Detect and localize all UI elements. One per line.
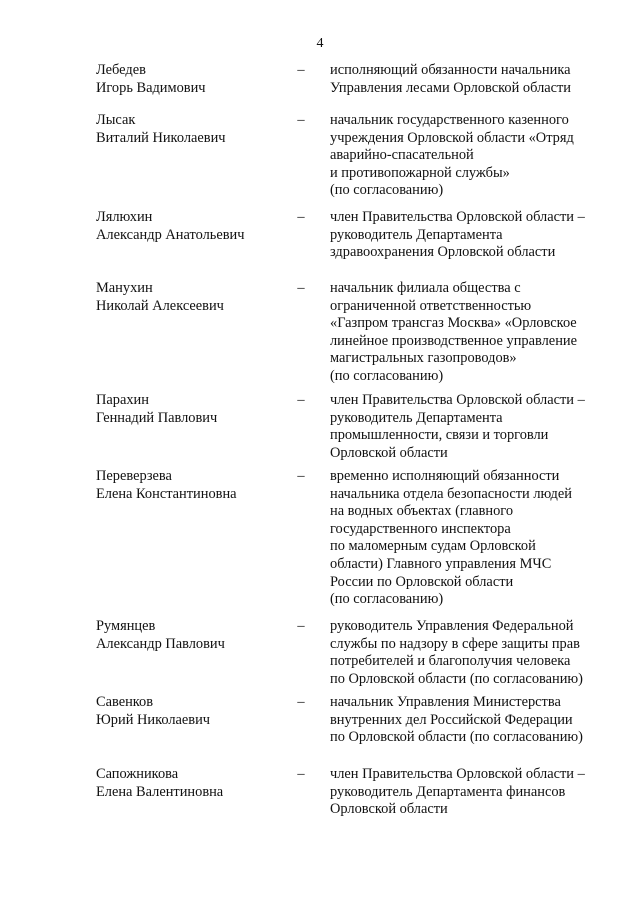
separator-dash: –: [297, 62, 305, 78]
position-line: аварийно-спасательной: [330, 147, 474, 164]
member-name: [96, 112, 286, 147]
member-given-names: Геннадий Павлович: [96, 409, 218, 426]
member-entry: [0, 694, 640, 747]
member-entry: [0, 766, 640, 819]
position-line: руководитель Департамента финансов: [330, 783, 566, 800]
position-line: службы по надзору в сфере защиты прав: [330, 635, 580, 652]
position-line: член Правительства Орловской области –: [330, 392, 585, 408]
member-surname: Савенков: [96, 694, 154, 710]
position-line: начальник филиала общества с: [330, 280, 521, 296]
separator-dash: –: [297, 618, 305, 634]
member-entry: [0, 618, 640, 688]
position-line: России по Орловской области: [330, 573, 514, 590]
member-name: [96, 392, 286, 427]
separator-dash: –: [297, 392, 305, 408]
position-line: области) Главного управления МЧС: [330, 555, 552, 572]
page-number: 4: [316, 36, 324, 51]
position-line: член Правительства Орловской области –: [330, 209, 585, 225]
position-line: по маломерным судам Орловской: [330, 538, 536, 555]
position-line: начальник Управления Министерства: [330, 694, 561, 710]
member-entry: [0, 112, 640, 200]
member-position: [330, 694, 620, 747]
member-entry: [0, 392, 640, 462]
position-line: промышленности, связи и торговли: [330, 427, 549, 444]
member-surname: Лебедев: [96, 62, 146, 78]
position-line: начальник государственного казенного: [330, 112, 569, 128]
position-line: учреждения Орловской области «Отряд: [330, 129, 574, 146]
member-given-names: Елена Константиновна: [96, 485, 237, 502]
member-given-names: Игорь Вадимович: [96, 79, 206, 96]
position-line: внутренних дел Российской Федерации: [330, 711, 573, 728]
position-line: Орловской области: [330, 801, 448, 818]
position-line: исполняющий обязанности начальника: [330, 62, 571, 78]
position-line: линейное производственное управление: [330, 332, 577, 349]
separator-dash: –: [297, 112, 305, 128]
member-entry: [0, 62, 640, 97]
position-line: (по согласованию): [330, 591, 444, 608]
position-line: государственного инспектора: [330, 520, 511, 537]
member-position: [330, 62, 620, 97]
separator-dash: –: [297, 766, 305, 782]
position-line: Орловской области: [330, 444, 448, 461]
member-given-names: Николай Алексеевич: [96, 297, 224, 314]
member-name: [96, 694, 286, 729]
member-entry: [0, 280, 640, 386]
position-line: (по согласованию): [330, 367, 444, 384]
position-line: потребителей и благополучия человека: [330, 653, 571, 670]
position-line: магистральных газопроводов»: [330, 350, 517, 367]
position-line: ограниченной ответственностью: [330, 297, 532, 314]
position-line: временно исполняющий обязанности: [330, 468, 560, 484]
position-line: «Газпром трансгаз Москва» «Орловское: [330, 315, 577, 332]
member-surname: Лялюхин: [96, 209, 153, 225]
position-line: по Орловской области (по согласованию): [330, 670, 583, 687]
member-surname: Лысак: [96, 112, 136, 128]
member-position: [330, 618, 620, 688]
member-surname: Манухин: [96, 280, 153, 296]
member-given-names: Юрий Николаевич: [96, 711, 211, 728]
position-line: начальника отдела безопасности людей: [330, 485, 572, 502]
separator-dash: –: [297, 280, 305, 296]
position-line: на водных объектах (главного: [330, 503, 514, 520]
member-position: [330, 209, 620, 262]
member-position: [330, 112, 620, 200]
member-surname: Переверзева: [96, 468, 172, 484]
position-line: член Правительства Орловской области –: [330, 766, 585, 782]
position-line: руководитель Департамента: [330, 226, 503, 243]
member-name: [96, 209, 286, 244]
member-given-names: Елена Валентиновна: [96, 783, 224, 800]
separator-dash: –: [297, 209, 305, 225]
position-line: по Орловской области (по согласованию): [330, 729, 583, 746]
member-surname: Румянцев: [96, 618, 156, 634]
separator-dash: –: [297, 694, 305, 710]
member-given-names: Александр Павлович: [96, 635, 225, 652]
position-line: и противопожарной службы»: [330, 164, 510, 181]
position-line: Управления лесами Орловской области: [330, 79, 572, 96]
member-given-names: Виталий Николаевич: [96, 129, 226, 146]
position-line: (по согласованию): [330, 182, 444, 199]
member-surname: Парахин: [96, 392, 149, 408]
member-name: [96, 62, 286, 97]
member-position: [330, 280, 620, 386]
member-position: [330, 468, 620, 609]
member-name: [96, 468, 286, 503]
member-name: [96, 618, 286, 653]
separator-dash: –: [297, 468, 305, 484]
member-position: [330, 392, 620, 462]
member-position: [330, 766, 620, 819]
member-surname: Сапожникова: [96, 766, 179, 782]
position-line: руководитель Управления Федеральной: [330, 618, 574, 634]
member-name: [96, 280, 286, 315]
member-given-names: Александр Анатольевич: [96, 226, 245, 243]
member-entry: [0, 209, 640, 262]
member-name: [96, 766, 286, 801]
position-line: здравоохранения Орловской области: [330, 244, 556, 261]
position-line: руководитель Департамента: [330, 409, 503, 426]
member-entry: [0, 468, 640, 609]
